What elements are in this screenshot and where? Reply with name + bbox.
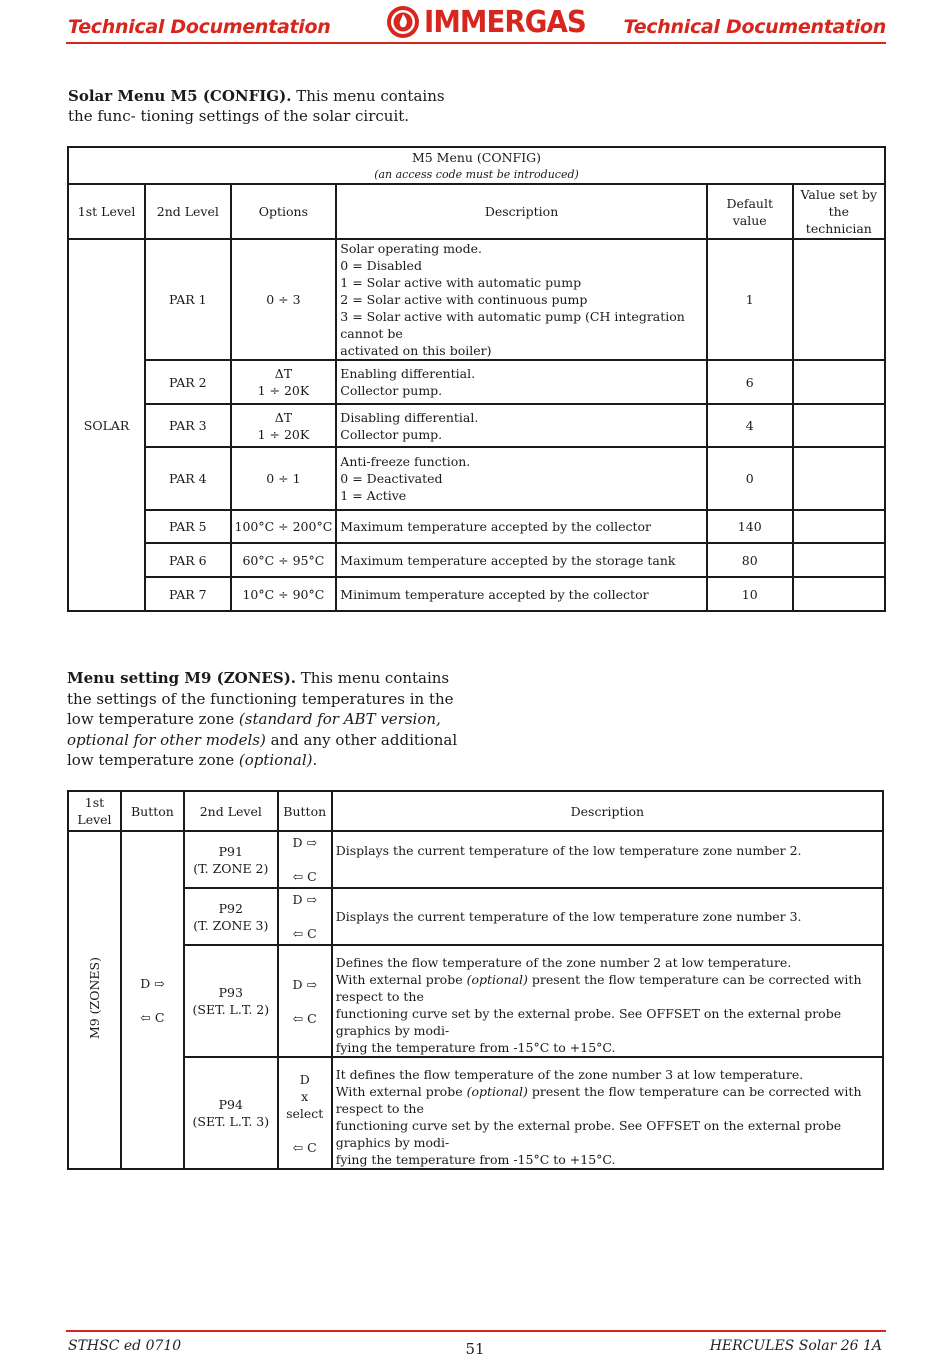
m9-level1-cell bbox=[68, 831, 121, 1169]
section2-italic1: (standard for ABT version, optional for other models) bbox=[67, 710, 441, 749]
m5-default: 140 bbox=[707, 510, 793, 543]
param-code: P93 bbox=[218, 985, 243, 1000]
table-row bbox=[68, 510, 885, 543]
m9-zones-table bbox=[67, 790, 884, 1170]
d-arrow-right-icon: D ⇨ bbox=[292, 976, 317, 992]
c-arrow-left-icon: ⇦ C bbox=[292, 869, 317, 884]
m5-technician-value bbox=[793, 404, 885, 447]
param-code: P94 bbox=[218, 1097, 243, 1112]
section1-intro bbox=[68, 86, 468, 126]
m5-default: 6 bbox=[707, 360, 793, 404]
desc-line: Disabling differential. bbox=[340, 409, 479, 425]
m5-description bbox=[336, 239, 707, 360]
m5-option: 60°C ÷ 95°C bbox=[231, 543, 337, 577]
desc-line: Anti-freeze function. bbox=[340, 454, 471, 469]
param-name: (T. ZONE 2) bbox=[193, 860, 269, 876]
brand-name: IMMERGAS bbox=[424, 4, 586, 40]
m9-header-button: Button bbox=[121, 791, 184, 831]
brand-logo bbox=[386, 4, 600, 40]
param-name: (SET. L.T. 2) bbox=[192, 1002, 270, 1017]
desc-text: With external probe bbox=[335, 972, 467, 987]
table-row bbox=[68, 831, 883, 888]
table-row bbox=[68, 404, 885, 447]
m5-par: PAR 4 bbox=[145, 447, 230, 510]
m5-header-default: Default value bbox=[707, 184, 793, 239]
param-code: P92 bbox=[218, 900, 243, 916]
m5-option: 0 ÷ 1 bbox=[231, 447, 337, 510]
m5-par: PAR 7 bbox=[145, 577, 230, 611]
desc-italic: (optional) bbox=[466, 1084, 528, 1099]
desc-italic: (optional) bbox=[466, 972, 528, 987]
m9-param bbox=[184, 831, 278, 888]
d-arrow-right-icon: D ⇨ bbox=[292, 835, 317, 850]
m5-technician-value bbox=[793, 447, 885, 510]
m5-default: 10 bbox=[707, 577, 793, 611]
m5-option: 100°C ÷ 200°C bbox=[231, 510, 337, 543]
m9-description bbox=[332, 945, 883, 1057]
m9-button2-cell bbox=[278, 831, 332, 888]
header-left-title: Technical Documentation bbox=[68, 16, 331, 38]
section2-italic2: (optional) bbox=[238, 751, 313, 769]
header-divider bbox=[66, 42, 886, 44]
desc-line: Collector pump. bbox=[340, 426, 443, 442]
param-name: (T. ZONE 3) bbox=[193, 917, 269, 933]
m5-description bbox=[336, 360, 707, 404]
desc-text: With external probe bbox=[335, 1084, 467, 1099]
desc-text: present the flow temperature can be corrected with respect to the bbox=[335, 1084, 862, 1116]
desc-line: Defines the flow temperature of the zone number 2 at low temperature. bbox=[335, 955, 792, 970]
m5-description: Maximum temperature accepted by the collector bbox=[336, 510, 707, 543]
m5-option bbox=[231, 404, 337, 447]
table-row bbox=[68, 239, 885, 360]
m9-button2-cell bbox=[278, 888, 332, 945]
m5-option: 10°C ÷ 90°C bbox=[231, 577, 337, 611]
desc-line: It defines the flow temperature of the zone number 3 at low temperature. bbox=[335, 1067, 804, 1082]
m5-caption: M5 Menu (CONFIG) bbox=[411, 149, 542, 165]
m9-description: Displays the current temperature of the low temperature zone number 2. bbox=[332, 831, 883, 888]
m9-button1-cell bbox=[121, 831, 184, 1169]
m5-technician-value bbox=[793, 510, 885, 543]
m5-description bbox=[336, 447, 707, 510]
section2-text3: . bbox=[312, 751, 318, 769]
page-number: 51 bbox=[465, 1340, 485, 1358]
desc-line: functioning curve set by the external probe. See OFFSET on the external probe graphics by modi- bbox=[335, 1118, 842, 1150]
option-line: ΔT bbox=[274, 366, 293, 381]
m9-header-2nd-level: 2nd Level bbox=[184, 791, 278, 831]
m9-level1-label: M9 (ZONES) bbox=[86, 956, 102, 1040]
desc-line: Collector pump. bbox=[340, 383, 443, 398]
table-row bbox=[68, 543, 885, 577]
desc-line: 3 = Solar active with automatic pump (CH integration cannot be bbox=[340, 309, 685, 341]
m5-caption-note: (an access code must be introduced) bbox=[374, 167, 579, 181]
m5-default: 80 bbox=[707, 543, 793, 577]
desc-line: functioning curve set by the external probe. See OFFSET on the external probe graphics by modi- bbox=[335, 1006, 842, 1038]
m5-header-description: Description bbox=[336, 184, 707, 239]
m5-par: PAR 3 bbox=[145, 404, 230, 447]
m5-par: PAR 6 bbox=[145, 543, 230, 577]
option-line: 1 ÷ 20K bbox=[257, 426, 310, 442]
param-code: P91 bbox=[218, 843, 243, 859]
m9-header-button-2: Button bbox=[278, 791, 332, 831]
footer-model: HERCULES Solar 26 1A bbox=[709, 1338, 882, 1354]
section1-text: This menu contains the func- tioning settings of the solar circuit. bbox=[68, 87, 445, 125]
m5-description: Maximum temperature accepted by the storage tank bbox=[336, 543, 707, 577]
m5-header-2nd-level: 2nd Level bbox=[145, 184, 230, 239]
param-name: (SET. L.T. 3) bbox=[192, 1114, 270, 1129]
m5-default: 4 bbox=[707, 404, 793, 447]
table-row bbox=[68, 945, 883, 1057]
desc-line: Enabling differential. bbox=[340, 366, 476, 381]
m9-description: Displays the current temperature of the low temperature zone number 3. bbox=[332, 888, 883, 945]
m5-config-table bbox=[67, 146, 886, 612]
m5-header-options: Options bbox=[231, 184, 337, 239]
table-row bbox=[68, 360, 885, 404]
d-key-label: D bbox=[299, 1071, 310, 1087]
desc-line bbox=[336, 1083, 879, 1117]
m5-technician-value bbox=[793, 239, 885, 360]
m5-technician-value bbox=[793, 543, 885, 577]
section2-title: Menu setting M9 (ZONES). bbox=[67, 669, 297, 687]
m5-description bbox=[336, 404, 707, 447]
option-line: 1 ÷ 20K bbox=[257, 383, 310, 398]
d-arrow-right-icon: D ⇨ bbox=[292, 892, 317, 907]
m5-header-1st-level: 1st Level bbox=[68, 184, 145, 239]
m5-option: 0 ÷ 3 bbox=[231, 239, 337, 360]
footer-doc-code: STHSC ed 0710 bbox=[68, 1338, 182, 1354]
section1-title: Solar Menu M5 (CONFIG). bbox=[68, 87, 292, 105]
desc-line: activated on this boiler) bbox=[340, 343, 492, 358]
desc-text: present the flow temperature can be corrected with respect to the bbox=[335, 972, 862, 1004]
m9-button2-cell bbox=[278, 945, 332, 1057]
desc-line: 0 = Disabled bbox=[340, 258, 422, 273]
desc-line: 0 = Deactivated bbox=[340, 471, 443, 486]
c-arrow-left-icon: ⇦ C bbox=[292, 1139, 317, 1155]
option-line: ΔT bbox=[274, 409, 293, 425]
table-row bbox=[68, 577, 885, 611]
m9-header-1st-level: 1st Level bbox=[68, 791, 121, 831]
header-right-title: Technical Documentation bbox=[623, 16, 886, 38]
desc-line: 1 = Active bbox=[340, 488, 407, 503]
table-row bbox=[68, 447, 885, 510]
m5-caption-cell bbox=[68, 147, 885, 184]
footer-divider bbox=[66, 1330, 886, 1332]
x-label: x bbox=[301, 1088, 309, 1104]
m9-param bbox=[184, 945, 278, 1057]
desc-line: fying the temperature from -15°C to +15°C. bbox=[335, 1040, 616, 1055]
d-arrow-right-icon: D ⇨ bbox=[140, 975, 165, 991]
m5-technician-value bbox=[793, 360, 885, 404]
m5-description: Minimum temperature accepted by the collector bbox=[336, 577, 707, 611]
desc-line bbox=[336, 971, 879, 1005]
desc-line: 2 = Solar active with continuous pump bbox=[340, 292, 588, 307]
desc-line: 1 = Solar active with automatic pump bbox=[340, 275, 582, 290]
m5-default: 1 bbox=[707, 239, 793, 360]
m5-par: PAR 2 bbox=[145, 360, 230, 404]
m5-technician-value bbox=[793, 577, 885, 611]
desc-line: Solar operating mode. bbox=[340, 241, 482, 256]
m5-default: 0 bbox=[707, 447, 793, 510]
section2-text1: This menu contains the settings of the functioning temperatures in the low temperature zone bbox=[67, 669, 454, 728]
section2-intro bbox=[67, 668, 467, 771]
m5-option bbox=[231, 360, 337, 404]
flame-logo-icon bbox=[386, 5, 420, 39]
m5-par: PAR 1 bbox=[145, 239, 230, 360]
m5-level1-solar: SOLAR bbox=[68, 239, 145, 611]
section2-text2: and any other additional low temperature zone bbox=[67, 730, 458, 769]
m9-button2-cell bbox=[278, 1057, 332, 1169]
m9-header-description: Description bbox=[332, 791, 883, 831]
table-row bbox=[68, 1057, 883, 1169]
c-arrow-left-icon: ⇦ C bbox=[140, 1009, 165, 1025]
c-arrow-left-icon: ⇦ C bbox=[292, 926, 317, 941]
desc-line: fying the temperature from -15°C to +15°C. bbox=[335, 1152, 616, 1167]
m5-header-technician: Value set by the technician bbox=[793, 184, 885, 239]
table-row bbox=[68, 888, 883, 945]
m5-par: PAR 5 bbox=[145, 510, 230, 543]
m9-param bbox=[184, 888, 278, 945]
select-label: select bbox=[286, 1105, 324, 1121]
m9-param bbox=[184, 1057, 278, 1169]
m9-description bbox=[332, 1057, 883, 1169]
c-arrow-left-icon: ⇦ C bbox=[292, 1010, 317, 1026]
